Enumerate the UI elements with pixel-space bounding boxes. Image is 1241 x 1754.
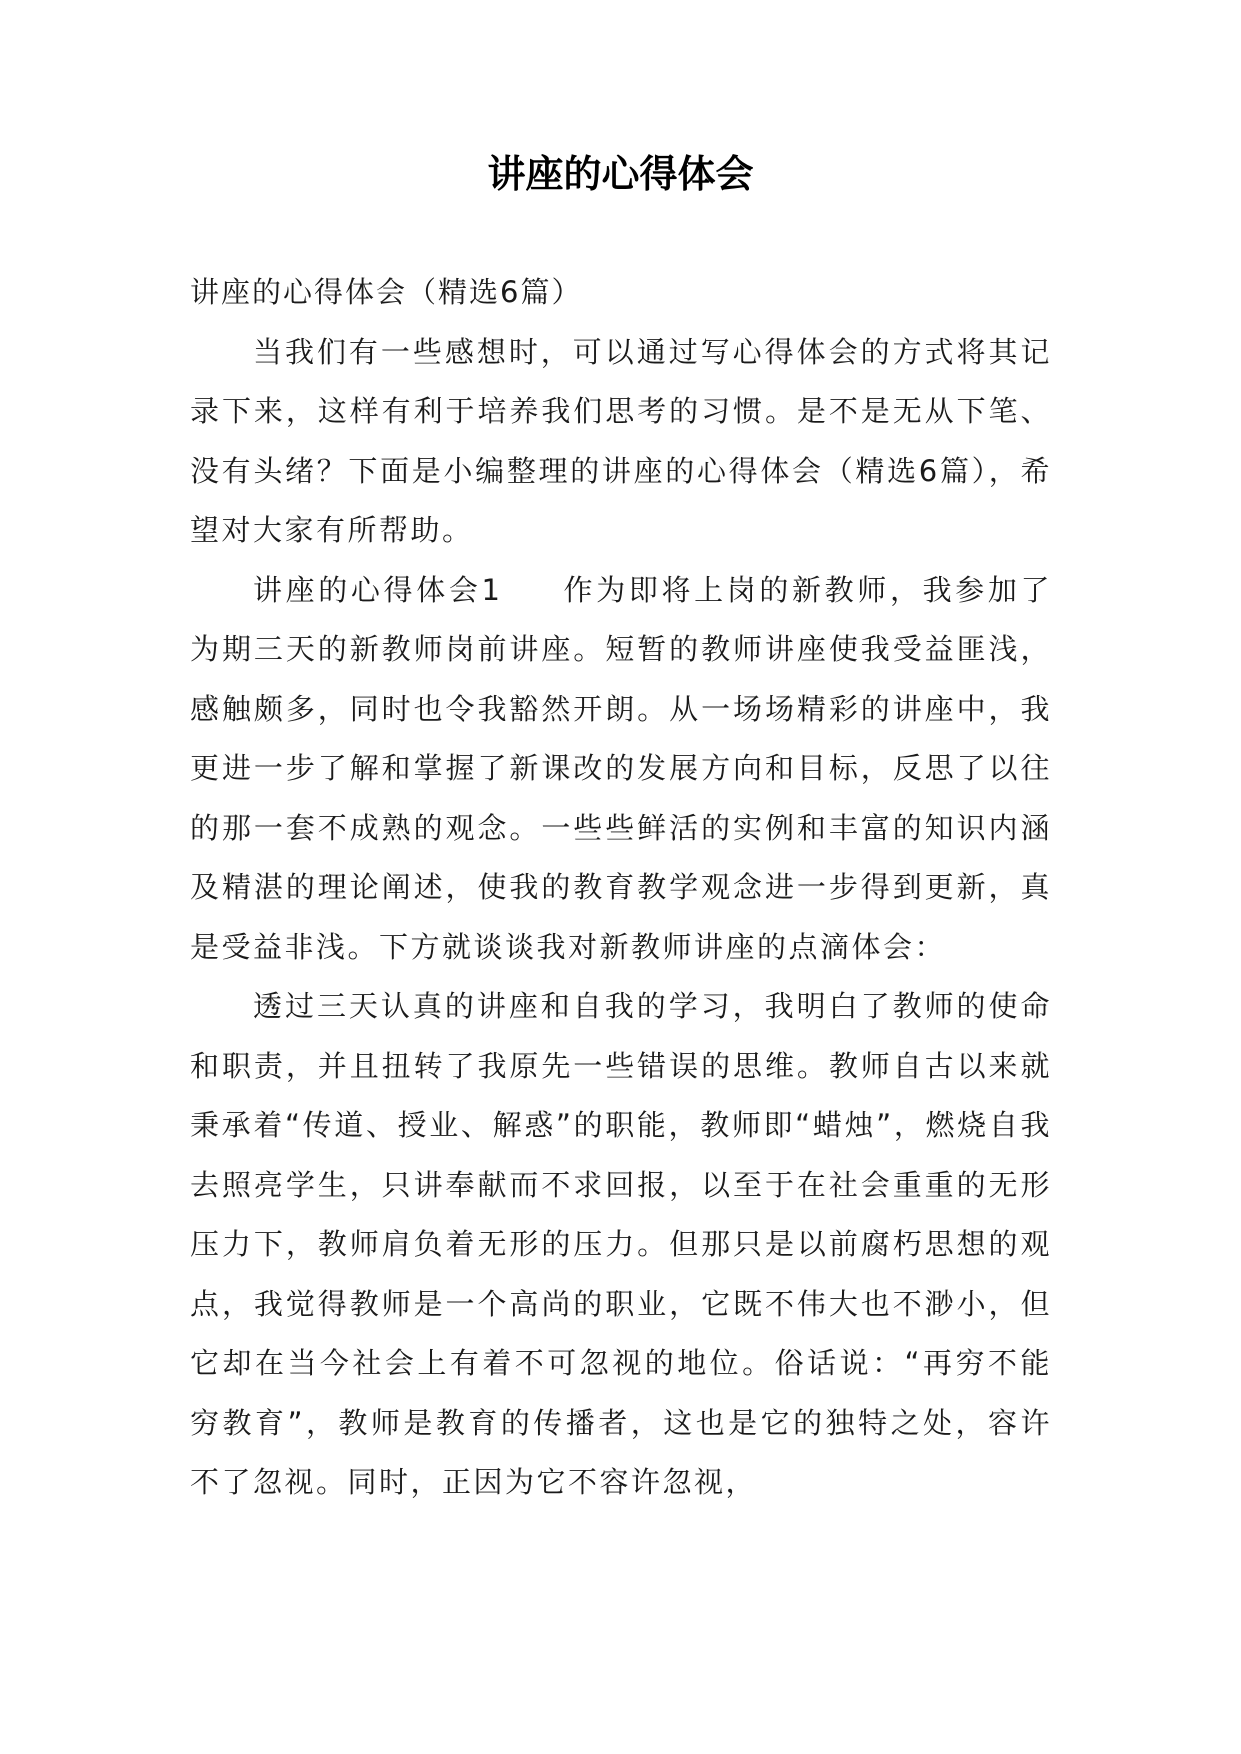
section-1-text: 作为即将上岗的新教师，我参加了为期三天的新教师岗前讲座。短暂的教师讲座使我受益匪浅，感触颇多，同时也令我豁然开朗。从一场场精彩的讲座中，我更进一步了解和掌握了新课改的发展方向和目标，反思了以往的那一套不成熟的观念。一些些鲜活的实例和丰富的知识内涵及精湛的理论阐述，使我的教育教学观念进一步得到更新，真是受益非浅。下方就谈谈我对新教师讲座的点滴体会： (190, 572, 1052, 964)
section-1-heading: 讲座的心得体会1 (253, 572, 503, 607)
document-title: 讲座的心得体会 (487, 151, 754, 196)
document-subtitle: 讲座的心得体会（精选6篇） (190, 275, 583, 309)
section-1-paragraph (190, 561, 1052, 978)
document-body (190, 263, 1052, 1513)
section-1-paragraph-2: 透过三天认真的讲座和自我的学习，我明白了教师的使命和职责，并且扭转了我原先一些错误的思维。教师自古以来就秉承着“传道、授业、解惑”的职能，教师即“蜡烛”，燃烧自我去照亮学生，只讲奉献而不求回报，以至于在社会重重的无形压力下，教师肩负着无形的压力。但那只是以前腐朽思想的观点，我觉得教师是一个高尚的职业，它既不伟大也不渺小，但它却在当今社会上有着不可忽视的地位。俗话说：“再穷不能穷教育”，教师是教育的传播者，这也是它的独特之处，容许不了忽视。同时，正因为它不容许忽视， (190, 989, 1052, 1499)
intro-paragraph: 当我们有一些感想时，可以通过写心得体会的方式将其记录下来，这样有利于培养我们思考的习惯。是不是无从下笔、没有头绪？下面是小编整理的讲座的心得体会（精选6篇），希望对大家有所帮助。 (190, 334, 1052, 547)
